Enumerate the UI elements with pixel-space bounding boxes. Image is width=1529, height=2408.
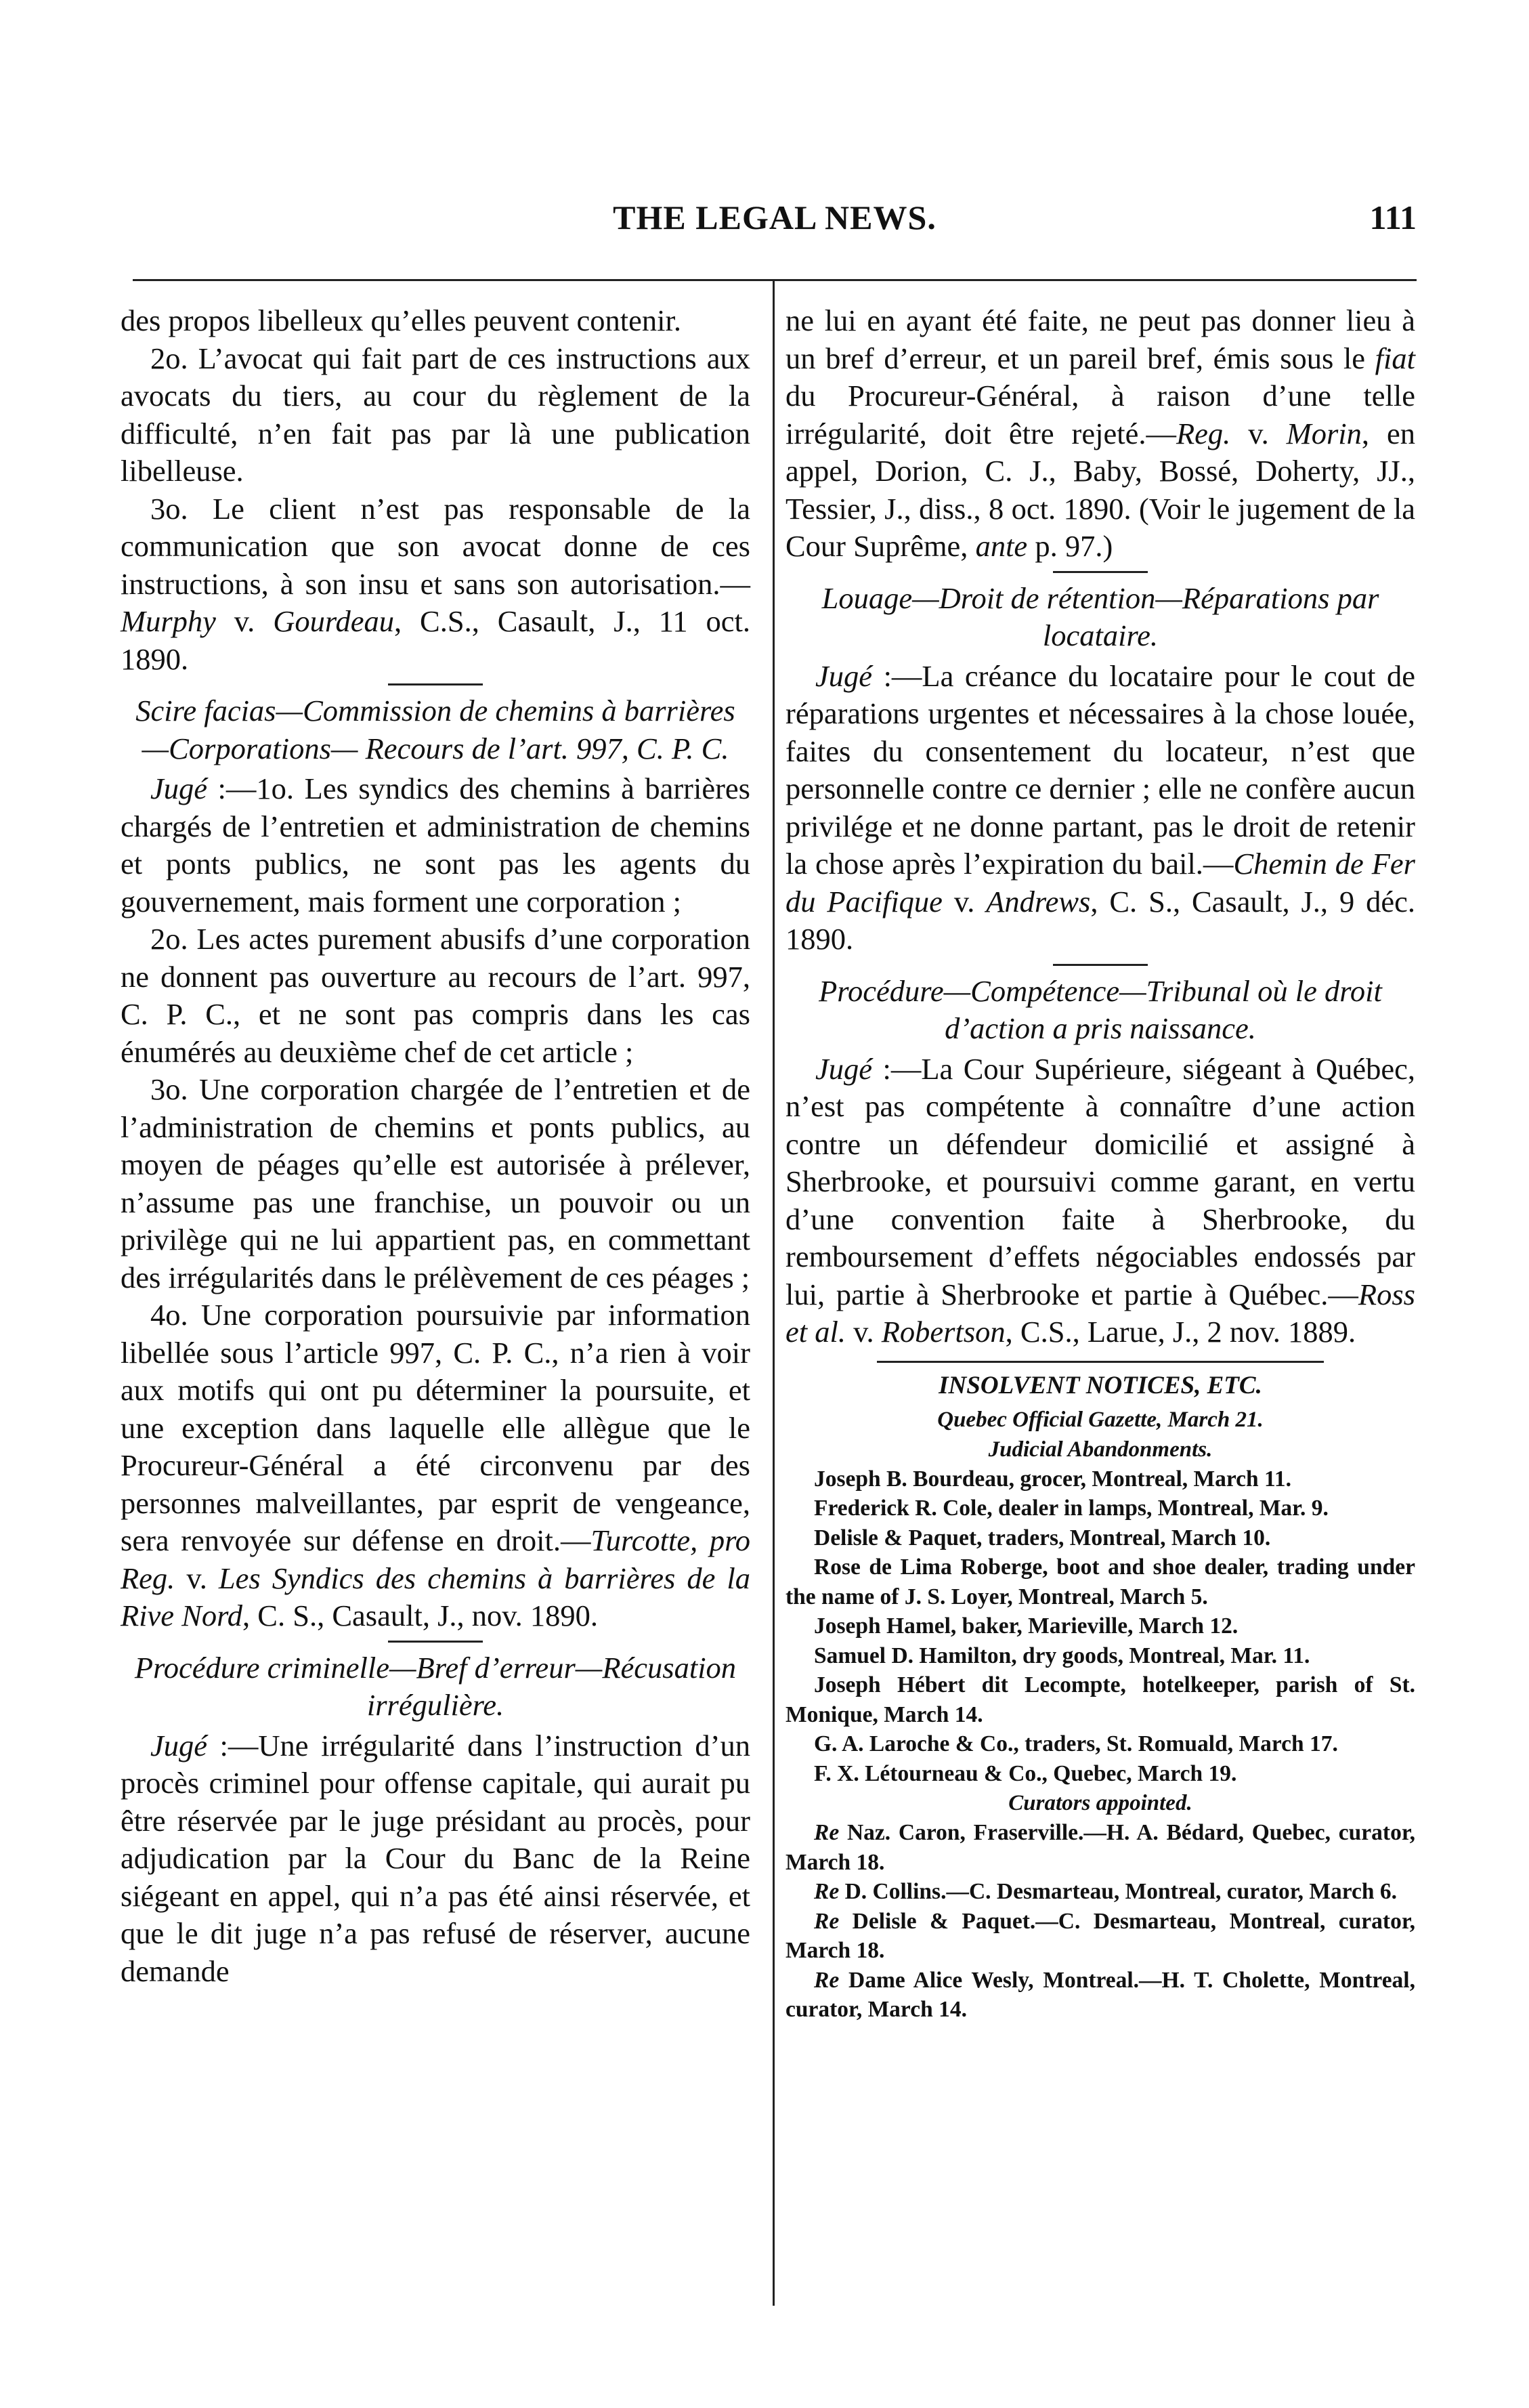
notice-text: Naz. Caron, Fraserville.—H. A. Bédard, Quebec, curator, March 18. (785, 1820, 1415, 1875)
insolvent-notices (785, 1370, 1415, 2025)
citation: , C.S., Larue, J., 2 nov. 1889. (1005, 1315, 1356, 1349)
notice-text: Delisle & Paquet.—C. Desmarteau, Montreal, curator, March 18. (785, 1908, 1415, 1963)
notice-entry: Joseph Hamel, baker, Marieville, March 12. (814, 1613, 1239, 1639)
case-name: Turcotte, pro Reg. (121, 1523, 750, 1595)
header-rule (133, 279, 1417, 281)
paragraph: 3o. Une corporation chargée de l’entretien et de l’administration de chemins et ponts publics, au moyen de péages qu’elle est autorisée à prélever, n’assume pas une franchise, un pouvoir ou un privilège qui ne lui appartient pas, en commettant des irrégularités dans le prélèvement de ces péages ; (121, 1072, 750, 1294)
re-label: Re (814, 1967, 840, 1993)
notice-entry: Rose de Lima Roberge, boot and shoe dealer, trading under the name of J. S. Loyer, Montreal, March 5. (785, 1555, 1415, 1609)
paragraph-text: du Procureur-Général, à raison d’une telle irrégularité, doit être rejeté.— (785, 379, 1415, 450)
versus: v. (845, 1315, 882, 1349)
party-name: Gourdeau (273, 604, 395, 638)
term: fiat (1375, 341, 1415, 375)
notice-entry: Samuel D. Hamilton, dry goods, Montreal, Mar. 11. (814, 1643, 1310, 1668)
notice-entry (785, 1818, 1415, 1877)
notice-entry: Frederick R. Cole, dealer in lamps, Montreal, Mar. 9. (814, 1496, 1329, 1521)
notice-entry: Joseph Hébert dit Lecompte, hotelkeeper, parish of St. Monique, March 14. (785, 1672, 1415, 1727)
section-rule (388, 683, 483, 685)
right-column (785, 302, 1415, 2025)
re-label: Re (814, 1820, 840, 1845)
notice-entry: Joseph B. Bourdeau, grocer, Montreal, March 11. (814, 1466, 1292, 1492)
paragraph-text: ne lui en ayant été faite, ne peut pas donner lieu à un bref d’erreur, et un pareil bref, émis sous le (785, 303, 1415, 375)
paragraph (121, 1727, 750, 1991)
column-divider (773, 280, 775, 2306)
paragraph-text: 4o. Une corporation poursuivie par information libellée sous l’article 997, C. P. C., n’a rien à voir aux motifs qui ont pu déterminer la poursuite, et une exception dans laquelle elle allègue que le Procureur-Général a été circonvenu par des personnes malveillantes, par esprit de vengeance, sera renvoyée sur défense en droit.— (121, 1298, 750, 1557)
juge-label: Jugé (150, 1728, 208, 1762)
notice-entry: G. A. Laroche & Co., traders, St. Romuald, March 17. (814, 1731, 1338, 1756)
citation: , en appel, Dorion, C. J., Baby, Bossé, Doherty, JJ., Tessier, J., diss., 8 oct. 1890. (Voir le jugement de la Cour Suprême, (785, 416, 1415, 563)
versus: v. (175, 1561, 219, 1595)
case-name: Reg. (1176, 416, 1231, 450)
section-rule (1053, 964, 1148, 966)
case-name: Chemin de Fer du Pacifique (785, 847, 1415, 918)
citation: , C. S., Casault, J., 9 déc. 1890. (785, 884, 1415, 956)
notice-entry (785, 1877, 1415, 1907)
paragraph (785, 1051, 1415, 1351)
juge-label: Jugé (815, 1051, 873, 1086)
notices-source: Quebec Official Gazette, March 21. (937, 1407, 1264, 1432)
party-name: Andrews (986, 884, 1091, 918)
case-heading: Procédure—Compétence—Tribunal où le droit d’action a pris naissance. (819, 973, 1382, 1045)
notice-entry (785, 1966, 1415, 2025)
case-heading: Scire facias—Commission de chemins à barrières —Corporations— Recours de l’art. 997, C. P. C. (135, 694, 735, 765)
case-name: Murphy (121, 604, 216, 638)
paragraph-text: 3o. Le client n’est pas responsable de la communication que son avocat donne de ces instructions, à son insu et sans son autorisation.— (121, 491, 750, 601)
notices-section-heading: Judicial Abandonments. (988, 1437, 1213, 1462)
running-title: THE LEGAL NEWS. (613, 198, 936, 236)
case-name: Ross et al. (785, 1277, 1415, 1349)
term: ante (975, 529, 1028, 563)
case-heading: Louage—Droit de rétention—Réparations par locataire. (821, 580, 1379, 652)
notices-rule (877, 1361, 1324, 1363)
juge-label: Jugé (150, 772, 208, 805)
notice-entry (785, 1907, 1415, 1966)
versus: v. (1230, 416, 1287, 450)
paragraph (121, 490, 750, 679)
paragraph (121, 1296, 750, 1635)
paragraph-text: :—Une irrégularité dans l’instruction d’un procès criminel pour offense capitale, qui aurait pu être réservée par le juge présidant au procès, pour adjudication par la Cour du Banc de la Reine siégeant en appel, qui n’a pas été ainsi réservée, et que le dit juge n’a pas refusé de réserver, aucune demande (121, 1728, 750, 1988)
versus: v. (215, 604, 274, 638)
notice-entry: F. X. Létourneau & Co., Quebec, March 19. (814, 1760, 1237, 1786)
section-rule (1053, 571, 1148, 573)
paragraph: des propos libelleux qu’elles peuvent contenir. (121, 303, 681, 337)
versus: v. (942, 884, 987, 918)
citation: p. 97.) (1027, 529, 1113, 563)
paragraph-text: :—La Cour Supérieure, siégeant à Québec, n’est pas compétente à connaître d’une action contre un défendeur domicilié et assigné à Sherbrooke, et poursuivi comme garant, en vertu d’une convention faite à Sherbrooke, du remboursement d’effets négociables endossés par lui, partie à Sherbrooke et partie à Québec.— (785, 1051, 1415, 1311)
notice-text: D. Collins.—C. Desmarteau, Montreal, curator, March 6. (839, 1879, 1397, 1904)
citation: , C. S., Casault, J., nov. 1890. (242, 1599, 598, 1632)
re-label: Re (814, 1879, 840, 1904)
party-name: Les Syndics des chemins à barrières de la Rive Nord (121, 1561, 750, 1632)
paragraph (121, 770, 750, 921)
juge-label: Jugé (815, 658, 873, 693)
notices-title: INSOLVENT NOTICES, ETC. (939, 1371, 1262, 1399)
party-name: Morin (1286, 416, 1362, 450)
notices-section-heading: Curators appointed. (1008, 1791, 1192, 1815)
paragraph (785, 658, 1415, 958)
re-label: Re (814, 1908, 840, 1934)
paragraph: 2o. L’avocat qui fait part de ces instructions aux avocats du tiers, au cour du règlement de la difficulté, n’en fait pas par là une publication libelleuse. (121, 341, 750, 488)
paragraph-text: :—La créance du locataire pour le cout de réparations urgentes et nécessaires à la chose louée, faites du consentement du locateur, n’est que personnelle contre ce dernier ; elle ne confère aucun privilége et ne donne partant, pas le droit de retenir la chose après l’expiration du bail.— (785, 658, 1415, 881)
paragraph-text: :—1o. Les syndics des chemins à barrières chargés de l’entretien et administration de chemins et ponts publics, ne sont pas les agents du gouvernement, mais forment une corporation ; (121, 772, 750, 918)
party-name: Robertson (881, 1315, 1006, 1349)
notice-entry: Delisle & Paquet, traders, Montreal, March 10. (814, 1525, 1271, 1550)
paragraph (785, 302, 1415, 566)
page-header (133, 198, 1417, 252)
page-number: 111 (1369, 198, 1417, 236)
case-heading: Procédure criminelle—Bref d’erreur—Récusation irrégulière. (134, 1650, 737, 1722)
paragraph: 2o. Les actes purement abusifs d’une corporation ne donnent pas ouverture au recours de l’art. 997, C. P. C., et ne sont pas compris dans les cas énumérés au deuxième chef de cet article ; (121, 922, 750, 1069)
notice-text: Dame Alice Wesly, Montreal.—H. T. Cholette, Montreal, curator, March 14. (785, 1967, 1415, 2022)
left-column (121, 302, 750, 1990)
section-rule (388, 1641, 483, 1643)
citation: , C.S., Casault, J., 11 oct. 1890. (121, 604, 750, 676)
